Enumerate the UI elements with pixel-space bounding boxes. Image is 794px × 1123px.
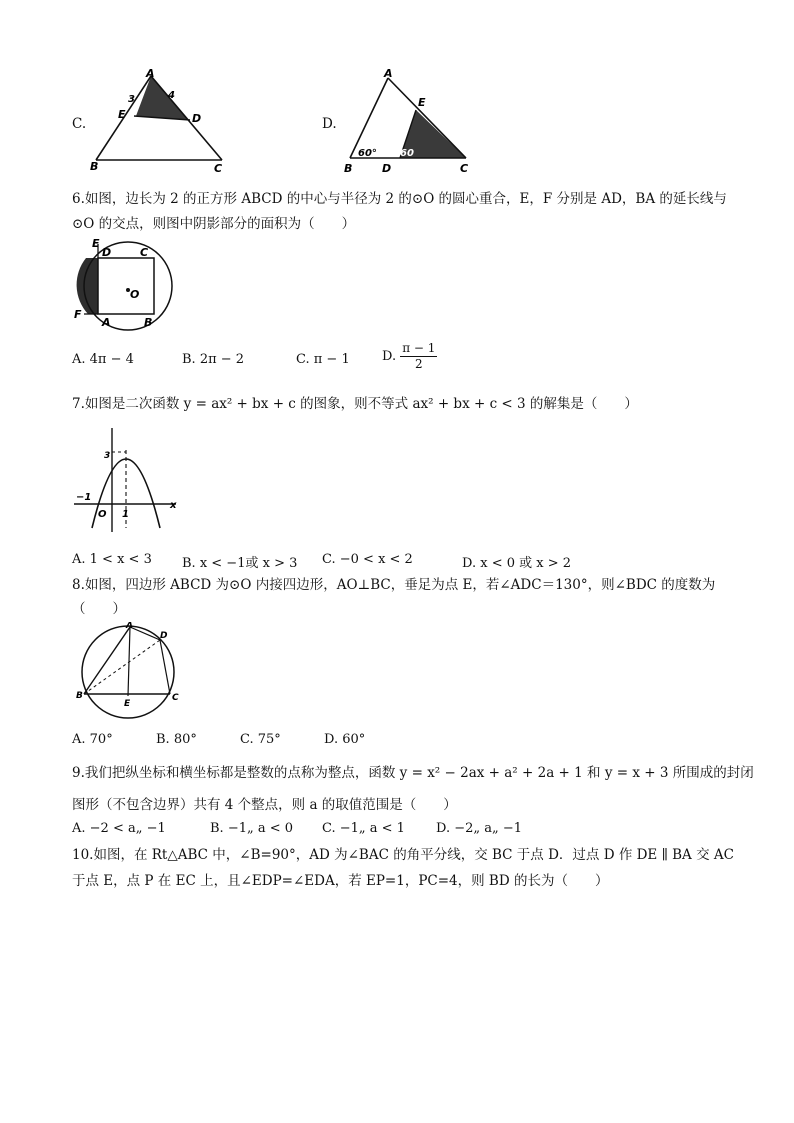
shaded-triangle — [136, 76, 188, 120]
angle-label-b: 60° — [358, 148, 377, 159]
q7-option-c[interactable]: C. −0 < x < 2 — [322, 552, 413, 567]
q10-stem-line-2: 于点 E，点 P 在 EC 上，且∠EDP=∠EDA，若 EP=1，PC=4，则 BD 的长为（ ） — [72, 873, 609, 889]
q6-option-b[interactable]: B. 2π − 2 — [182, 352, 245, 367]
label-b: B — [344, 162, 353, 175]
q9-option-d[interactable]: D. −2„ a„ −1 — [436, 821, 523, 836]
q6-option-c[interactable]: C. π − 1 — [296, 352, 350, 367]
q8-option-c[interactable]: C. 75° — [240, 732, 281, 747]
chord-ab — [84, 627, 130, 694]
label-d: D — [102, 246, 112, 259]
q6-option-d-prefix: D. — [382, 349, 397, 364]
label-d: D — [192, 112, 202, 125]
label-b: B — [76, 691, 83, 701]
label-one: 1 — [122, 509, 129, 520]
label-a: A — [146, 67, 155, 80]
q8-option-d[interactable]: D. 60° — [324, 732, 366, 747]
label-x: x — [170, 500, 177, 511]
q8-stem-line-1: 8.如图，四边形 ABCD 为⊙O 内接四边形，AO⊥BC，垂足为点 E，若∠ADC＝130°，则∠BDC 的度数为 — [72, 577, 716, 593]
q6-option-d[interactable] — [382, 341, 437, 372]
label-e: E — [418, 96, 426, 109]
label-a: A — [384, 67, 393, 80]
label-d: D — [160, 631, 168, 641]
length-3: 3 — [128, 94, 135, 105]
q9-option-c[interactable]: C. −1„ a < 1 — [322, 821, 405, 836]
chord-bd — [84, 640, 160, 694]
q6-stem-line-1: 6.如图，边长为 2 的正方形 ABCD 的中心与半径为 2 的⊙O 的圆心重合，E，F 分别是 AD，BA 的延长线与 — [72, 191, 727, 207]
angle-label-d: 60 — [400, 148, 414, 159]
fraction — [400, 341, 437, 372]
label-origin: O — [98, 509, 107, 520]
q10-stem-line-1: 10.如图，在 Rt△ABC 中，∠B=90°，AD 为∠BAC 的角平分线，交 BC 于点 D．过点 D 作 DE ∥ BA 交 AC — [72, 847, 734, 863]
label-f: F — [74, 308, 82, 321]
length-4: 4 — [168, 90, 175, 101]
q7-option-a[interactable]: A. 1 < x < 3 — [72, 552, 152, 567]
q9-stem-line-1: 9.我们把纵坐标和横坐标都是整数的点称为整点，函数 y = x² − 2ax + a² + 2a + 1 和 y = x + 3 所围成的封闭 — [72, 765, 754, 781]
label-a: A — [102, 316, 111, 329]
q9-option-b[interactable]: B. −1„ a < 0 — [210, 821, 294, 836]
label-e: E — [124, 699, 131, 709]
label-b: B — [90, 160, 99, 173]
q8-option-a[interactable]: A. 70° — [72, 732, 113, 747]
q7-stem-line-1: 7.如图是二次函数 y = ax² + bx + c 的图象，则不等式 ax² + bx + c < 3 的解集是（ ） — [72, 396, 638, 412]
fraction-denominator: 2 — [415, 357, 423, 371]
square-abcd — [98, 258, 154, 314]
q7-figure — [70, 424, 182, 536]
q6-stem-line-2: ⊙O 的交点，则图中阴影部分的面积为（ ） — [72, 216, 356, 232]
label-c: C — [140, 246, 149, 259]
q7-option-d[interactable]: D. x < 0 或 x > 2 — [462, 556, 572, 571]
q8-figure — [74, 622, 184, 722]
q8-stem-line-2: （ ） — [72, 601, 126, 617]
q6-figure — [72, 236, 184, 332]
label-c: C — [460, 162, 469, 175]
chord-dc — [160, 640, 170, 694]
label-c: C — [214, 162, 223, 175]
q5-figure-c — [88, 66, 238, 178]
q9-stem-line-2: 图形（不包含边界）共有 4 个整点，则 a 的取值范围是（ ） — [72, 797, 457, 813]
fraction-numerator: π − 1 — [402, 341, 436, 355]
side-ab — [350, 78, 388, 158]
label-a: A — [126, 622, 133, 631]
label-three: 3 — [104, 451, 111, 461]
q5-option-c-label: C. — [72, 116, 87, 132]
label-o: O — [130, 288, 140, 301]
label-d: D — [382, 162, 392, 175]
q5-option-d-label: D. — [322, 116, 337, 132]
q7-option-b[interactable]: B. x < −1或 x > 3 — [182, 556, 298, 571]
label-minus-one: −1 — [76, 492, 92, 503]
q9-option-a[interactable]: A. −2 < a„ −1 — [72, 821, 166, 836]
label-b: B — [144, 316, 153, 329]
q8-option-b[interactable]: B. 80° — [156, 732, 197, 747]
q5-figure-d — [338, 66, 478, 178]
q6-option-a[interactable]: A. 4π − 4 — [72, 352, 134, 367]
label-c: C — [172, 693, 179, 703]
label-e: E — [118, 108, 126, 121]
label-e: E — [92, 237, 100, 250]
shaded-region — [77, 258, 98, 314]
